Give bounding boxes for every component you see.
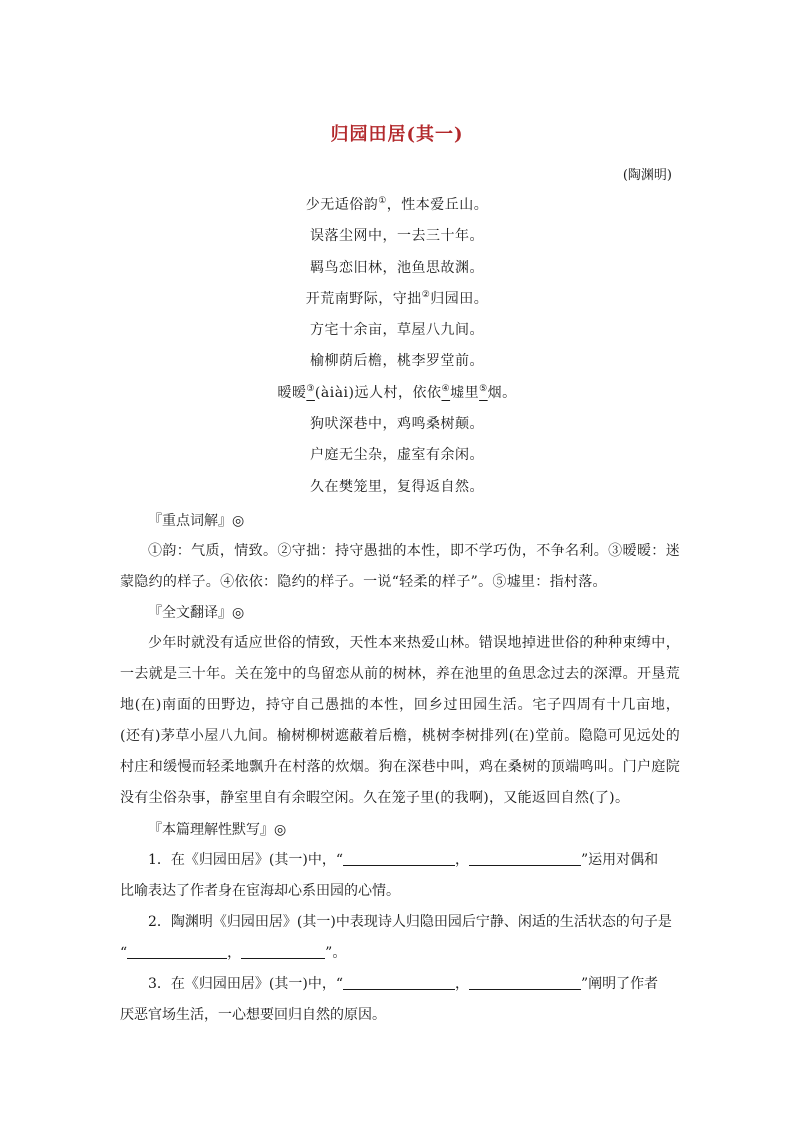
notes-section xyxy=(120,506,680,598)
poem-text: 方宅十余亩，草屋八九间。 xyxy=(310,322,484,339)
footnote-marker: ① xyxy=(378,196,387,206)
question-1-cont: 比喻表达了作者身在宦海却心系田园的心情。 xyxy=(120,883,400,899)
footnote-marker: ④ xyxy=(441,383,451,394)
question-3-comma: ， xyxy=(455,976,469,992)
question-2-cont xyxy=(120,938,680,969)
answer-blank[interactable] xyxy=(469,851,581,866)
poem-line xyxy=(0,412,794,443)
poem-text: ，性本爱丘山。 xyxy=(386,197,489,213)
answer-blank[interactable] xyxy=(469,975,581,990)
question-3-text: 3．在《归园田居》(其一)中，“ xyxy=(148,976,343,992)
poem-text: 榆柳荫后檐，桃李罗堂前。 xyxy=(310,353,484,370)
poem-text: 开荒南野际，守拙 xyxy=(305,290,422,307)
poem-line-text xyxy=(310,224,484,248)
poem-line xyxy=(0,349,794,380)
author-name: (陶渊明) xyxy=(622,168,672,183)
question-3-cont: 厌恶官场生活，一心想要回归自然的原因。 xyxy=(120,1007,386,1023)
question-2-quote-close: ”。 xyxy=(325,945,347,961)
answer-blank[interactable] xyxy=(343,851,455,866)
page-title: 归园田居(其一) xyxy=(330,124,464,145)
poem-text: 误落尘网中，一去三十年。 xyxy=(310,228,484,245)
answer-blank[interactable] xyxy=(127,944,227,959)
poem-text: 户庭无尘杂，虚室有余闲。 xyxy=(310,447,484,464)
question-2-comma: ， xyxy=(227,945,242,961)
translation-heading: 『全文翻译』◎ xyxy=(148,605,245,621)
poem-line xyxy=(0,224,794,255)
question-1-text-end: ”运用对偶和 xyxy=(581,852,659,868)
exercise-heading: 『本篇理解性默写』◎ xyxy=(148,822,287,838)
poem-line-text xyxy=(310,256,484,280)
footnote-marker: ② xyxy=(421,289,431,300)
poem-line-text xyxy=(310,318,484,342)
poem-line-text xyxy=(310,443,484,467)
footnote-marker: ⑤ xyxy=(479,383,488,394)
poem-line-text xyxy=(310,349,484,373)
exercise-section xyxy=(120,815,680,1031)
poem-line xyxy=(0,193,794,224)
poem-line-text xyxy=(306,193,489,217)
poem-text: 归园田。 xyxy=(430,290,489,307)
poem-line-text xyxy=(310,475,484,499)
poem-line xyxy=(0,256,794,287)
question-1-text: 1．在《归园田居》(其一)中，“ xyxy=(148,852,343,868)
poem-line xyxy=(0,381,794,412)
question-2-quote-open: “ xyxy=(120,945,128,961)
poem-text: 久在樊笼里，复得返自然。 xyxy=(310,478,484,495)
poem-text: 狗吠深巷中，鸡鸣桑树颠。 xyxy=(310,416,484,433)
poem-line xyxy=(0,287,794,318)
poem-line-text xyxy=(306,287,489,311)
poem-line-text xyxy=(277,381,516,405)
poem-text: 羁鸟恋旧林，池鱼思故渊。 xyxy=(310,259,484,276)
poem-line xyxy=(0,475,794,506)
poem-text: 暧暧 xyxy=(277,384,307,401)
poem-text: 少无适俗韵 xyxy=(305,197,379,213)
notes-text: ①韵：气质，情致。②守拙：持守愚拙的本性，即不学巧伪，不争名利。③暧暧：迷蒙隐约的样子。④依依：隐约的样子。一说“轻柔的样子”。⑤墟里：指村落。 xyxy=(120,543,680,590)
translation-text: 少年时就没有适应世俗的情致，天性本来热爱山林。错误地掉进世俗的种种束缚中，一去就是三十年。关在笼中的鸟留恋从前的树林，养在池里的鱼思念过去的深潭。开垦荒地(在)南面的田野边，持守自己愚拙的本性，回乡过田园生活。宅子四周有十几亩地，(还有)茅草小屋八九间。榆树柳树遮蔽着后檐，桃树李树排列(在)堂前。隐隐可见远处的村庄和缓慢而轻柔地飘升在村落的炊烟。狗在深巷中叫，鸡在桑树的顶端鸣叫。门户庭院没有尘俗杂事，静室里自有余暇空闲。久在笼子里(的我啊)，又能返回自然(了)。 xyxy=(120,635,680,806)
poem-line xyxy=(0,443,794,474)
question-1 xyxy=(120,845,680,876)
translation-section xyxy=(120,598,680,814)
question-1-comma: ， xyxy=(455,852,469,868)
question-2: 2．陶渊明《归园田居》(其一)中表现诗人归隐田园后宁静、闲适的生活状态的句子是 xyxy=(148,914,672,930)
question-3-text-end: ”阐明了作者 xyxy=(581,976,659,992)
answer-blank[interactable] xyxy=(241,944,325,959)
notes-heading: 『重点词解』◎ xyxy=(148,513,245,529)
poem-text: (àiài)远人村，依依 xyxy=(314,384,442,401)
footnote-marker: ③ xyxy=(306,383,315,394)
poem-text: 烟。 xyxy=(487,384,517,401)
poem xyxy=(0,193,794,506)
answer-blank[interactable] xyxy=(343,975,455,990)
poem-line xyxy=(0,318,794,349)
poem-text: 墟里 xyxy=(450,384,480,401)
question-3 xyxy=(120,969,680,1000)
poem-line-text xyxy=(310,412,484,436)
